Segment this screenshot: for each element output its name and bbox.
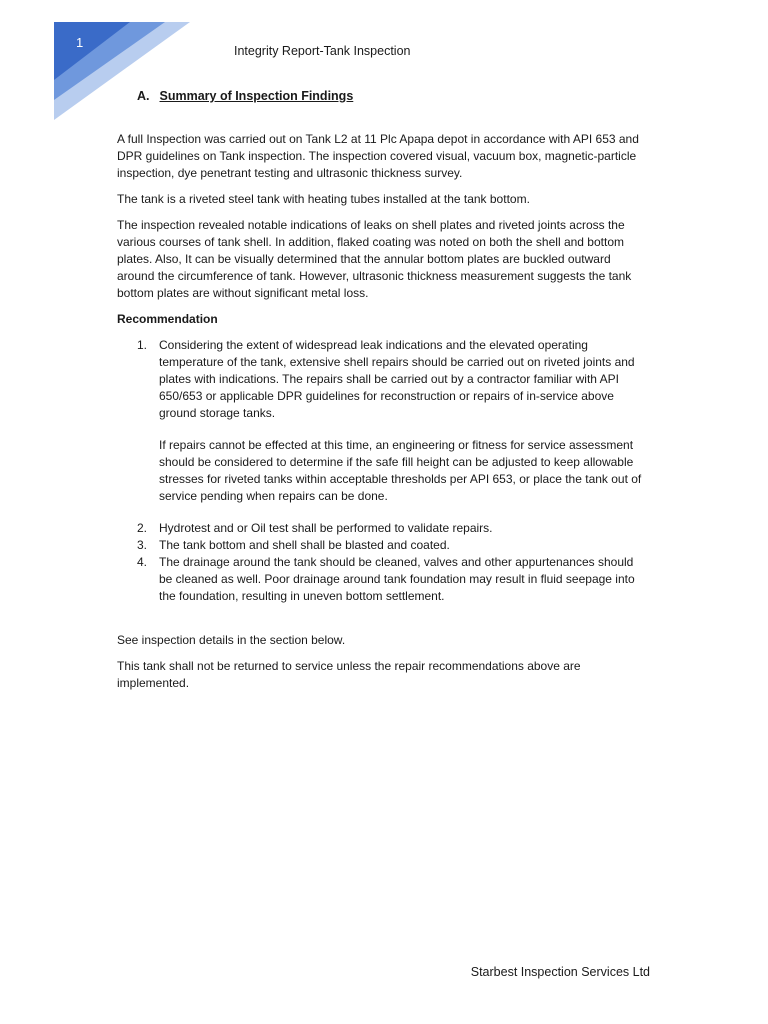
list-item-text: The drainage around the tank should be cleaned, valves and other appurtenances should be cleaned as well. Poor drainage around tank foundation may result in fluid seepage into the foundation, resulting in uneven bottom settlement. [159,555,635,603]
header-title: Integrity Report-Tank Inspection [234,44,411,58]
see-details-paragraph: See inspection details in the section below. [117,633,346,647]
corner-decoration [0,0,200,130]
list-item-number: 3. [137,538,148,552]
page-number: 1 [76,35,84,50]
footer-company: Starbest Inspection Services Ltd [470,965,650,979]
recommendation-heading: Recommendation [117,312,218,326]
list-item-text: Considering the extent of widespread leak indications and the elevated operating temperature of the tank, extensive shell repairs should be carried out on riveted joints and plates with indications. The repairs shall be carried out by a contractor familiar with API 650/653 or applicable DPR guidelines for reconstruction or repairs of in-service above ground storage tanks. [159,338,635,420]
intro-paragraph: A full Inspection was carried out on Tank L2 at 11 Plc Apapa depot in accordance with API 653 and DPR guidelines on Tank inspection. The inspection covered visual, vacuum box, magnetic-particle inspection, dye penetrant testing and ultrasonic thickness survey. [117,132,639,180]
list-item [117,337,647,505]
list-item-text: The tank bottom and shell shall be blasted and coated. [159,538,450,552]
section-heading [137,89,353,103]
report-body [117,131,647,701]
return-to-service-paragraph: This tank shall not be returned to service unless the repair recommendations above are implemented. [117,659,581,690]
list-item [117,537,647,554]
list-item-text-continued: If repairs cannot be effected at this time, an engineering or fitness for service assessment should be considered to determine if the safe fill height can be adjusted to keep allowable stresses for riveted tanks within acceptable thresholds per API 653, or place the tank out of service pending when repairs can be done. [159,438,642,503]
findings-paragraph: The inspection revealed notable indications of leaks on shell plates and riveted joints across the various courses of tank shell. In addition, flaked coating was noted on both the shell and bottom plates. Also, It can be visually determined that the annular bottom plates are buckled outward around the circumference of tank. However, ultrasonic thickness measurement suggests the tank bottom plates are without significant metal loss. [117,218,632,300]
list-item [117,554,647,605]
recommendation-list [117,337,647,605]
list-item-number: 2. [137,521,148,535]
list-item-text: Hydrotest and or Oil test shall be performed to validate repairs. [159,521,493,535]
section-title: Summary of Inspection Findings [159,89,354,103]
list-item-number: 4. [137,555,148,569]
list-item-number: 1. [137,338,148,352]
tank-description-paragraph: The tank is a riveted steel tank with heating tubes installed at the tank bottom. [117,192,530,206]
list-item [117,520,647,537]
section-letter: A. [137,89,150,103]
